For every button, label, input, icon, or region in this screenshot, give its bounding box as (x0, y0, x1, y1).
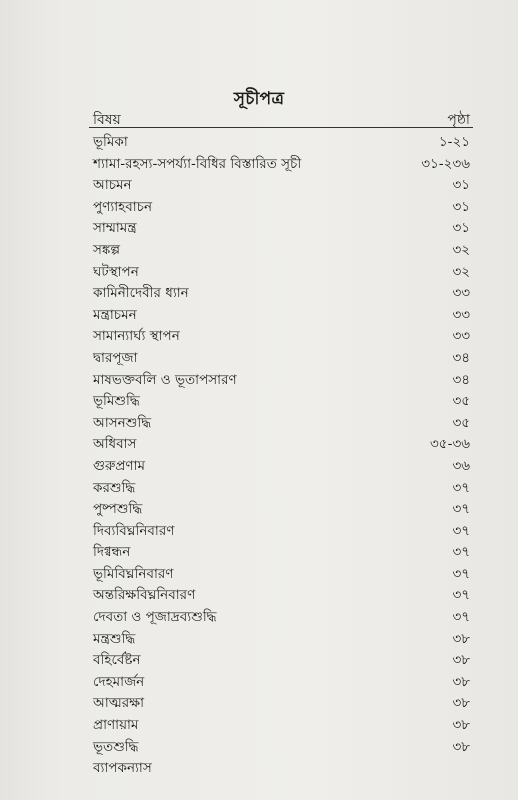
toc-entry-title: আচমন (93, 177, 132, 194)
toc-entry-title: গুরুপ্রণাম (93, 457, 145, 474)
toc-entry (93, 715, 470, 737)
toc-entry-title: দেহমার্জন (93, 673, 145, 690)
toc-entry-page: ৩৫ (452, 393, 470, 410)
toc-entry (93, 370, 470, 392)
toc-entry-page: ৩৮ (452, 717, 470, 734)
toc-entry-page: ৩৮ (452, 695, 470, 712)
toc-entry-title: দ্বারপূজা (93, 349, 138, 366)
toc-entry (93, 478, 470, 500)
toc-entry-page: ৩১ (452, 177, 470, 194)
toc-entry-title: দিব্যবিঘ্ননিবারণ (93, 522, 175, 539)
toc-entry (93, 326, 470, 348)
header-divider (89, 127, 473, 128)
toc-entry-title: ভূমিকা (93, 134, 128, 150)
toc-entry (93, 650, 470, 672)
toc-entry-title: আত্মরক্ষা (93, 695, 145, 712)
toc-entry-page: ৩৬ (452, 457, 470, 474)
toc-entry (93, 499, 470, 521)
toc-entry (93, 456, 470, 478)
toc-entry (93, 240, 470, 262)
toc-entry (93, 542, 470, 564)
toc-entry (93, 197, 470, 219)
toc-entry-page: ৩৭ (452, 609, 470, 626)
toc-entry (93, 218, 470, 240)
toc-entry-page: ৩১ (452, 198, 470, 215)
toc-entry-page: ৩৮ (452, 652, 470, 669)
toc-list (93, 132, 470, 780)
toc-entry-title: ব্যাপকন্যাস (93, 760, 152, 777)
toc-entry-page: ৩১-২৩৬ (421, 155, 470, 172)
toc-entry-page: ৩৭ (452, 565, 470, 582)
page-title: সূচীপত্র (233, 89, 285, 109)
toc-entry-title: অধিবাস (93, 436, 137, 453)
toc-entry-title: সামান্যার্ঘ্য স্থাপন (93, 328, 180, 345)
toc-entry-title: পুষ্পশুদ্ধি (93, 501, 143, 518)
toc-entry-page: ৩৩ (452, 306, 470, 323)
toc-entry-title: ভূমিবিঘ্ননিবারণ (93, 565, 174, 582)
toc-entry (93, 693, 470, 715)
toc-entry-page: ৩৮ (452, 673, 470, 690)
toc-entry-page: ৩১ (452, 220, 470, 237)
toc-entry (93, 391, 470, 413)
toc-entry-page: ৩৭ (452, 479, 470, 496)
toc-entry (93, 672, 470, 694)
page-column-label: পৃষ্ঠা (447, 112, 470, 128)
toc-entry-page: ৩৪ (452, 371, 470, 388)
toc-entry-page: ৩৩ (452, 328, 470, 345)
toc-entry-title: ঘটস্থাপন (93, 263, 139, 280)
subject-column-label: বিষয় (93, 112, 121, 128)
toc-entry-title: দেবতা ও পূজাদ্রব্যশুদ্ধি (93, 609, 217, 626)
toc-entry-page: ৩৭ (452, 501, 470, 518)
toc-entry (93, 629, 470, 651)
toc-entry-title: ভূতশুদ্ধি (93, 738, 139, 755)
toc-entry-page: ৩২ (452, 263, 470, 280)
toc-entry-page: ৩৮ (452, 738, 470, 755)
toc-entry-title: সাম্মামন্ত্র (93, 220, 137, 237)
toc-entry-page: ৩৭ (452, 587, 470, 604)
toc-entry-page: ৩৩ (452, 285, 470, 302)
toc-entry-title: প্রাণায়াম (93, 717, 139, 734)
toc-entry (93, 132, 470, 154)
toc-entry (93, 521, 470, 543)
toc-entry-page: ৩২ (452, 241, 470, 258)
toc-entry-title: করশুদ্ধি (93, 479, 136, 496)
toc-entry (93, 607, 470, 629)
toc-entry-title: বহির্বেষ্টন (93, 652, 141, 669)
toc-entry-title: ভূমিশুদ্ধি (93, 393, 140, 410)
toc-entry (93, 305, 470, 327)
toc-entry-title: কামিনীদেবীর ধ্যান (93, 285, 189, 302)
toc-entry (93, 413, 470, 435)
toc-entry-title: শ্যামা-রহস্য-সপর্য্যা-বিধির বিস্তারিত সূচী (93, 155, 302, 172)
toc-entry (93, 434, 470, 456)
toc-entry-title: অন্তরিক্ষবিঘ্ননিবারণ (93, 587, 196, 604)
toc-entry-page: ৩৫-৩৬ (430, 436, 470, 453)
toc-entry-title: মন্ত্রাচমন (93, 306, 137, 323)
toc-entry (93, 585, 470, 607)
toc-entry (93, 348, 470, 370)
toc-entry (93, 737, 470, 759)
toc-entry (93, 283, 470, 305)
toc-entry-page: ৩৪ (452, 349, 470, 366)
toc-entry-title: দিগ্বন্ধন (93, 544, 131, 561)
toc-entry (93, 758, 470, 780)
toc-entry-title: মন্ত্রশুদ্ধি (93, 630, 136, 647)
toc-entry (93, 262, 470, 284)
toc-entry-title: পুণ্যাহবাচন (93, 198, 153, 215)
toc-entry (93, 175, 470, 197)
toc-entry-page: ১-২১ (438, 134, 470, 150)
toc-entry-page: ৩৭ (452, 544, 470, 561)
toc-entry (93, 564, 470, 586)
toc-entry (93, 154, 470, 176)
toc-entry-title: আসনশুদ্ধি (93, 414, 152, 431)
toc-entry-title: মাষভক্তবলি ও ভূতাপসারণ (93, 371, 237, 388)
toc-entry-title: সঙ্কল্প (93, 241, 120, 258)
toc-entry-page: ৩৮ (452, 630, 470, 647)
toc-entry-page: ৩৫ (452, 414, 470, 431)
toc-entry-page: ৩৭ (452, 522, 470, 539)
